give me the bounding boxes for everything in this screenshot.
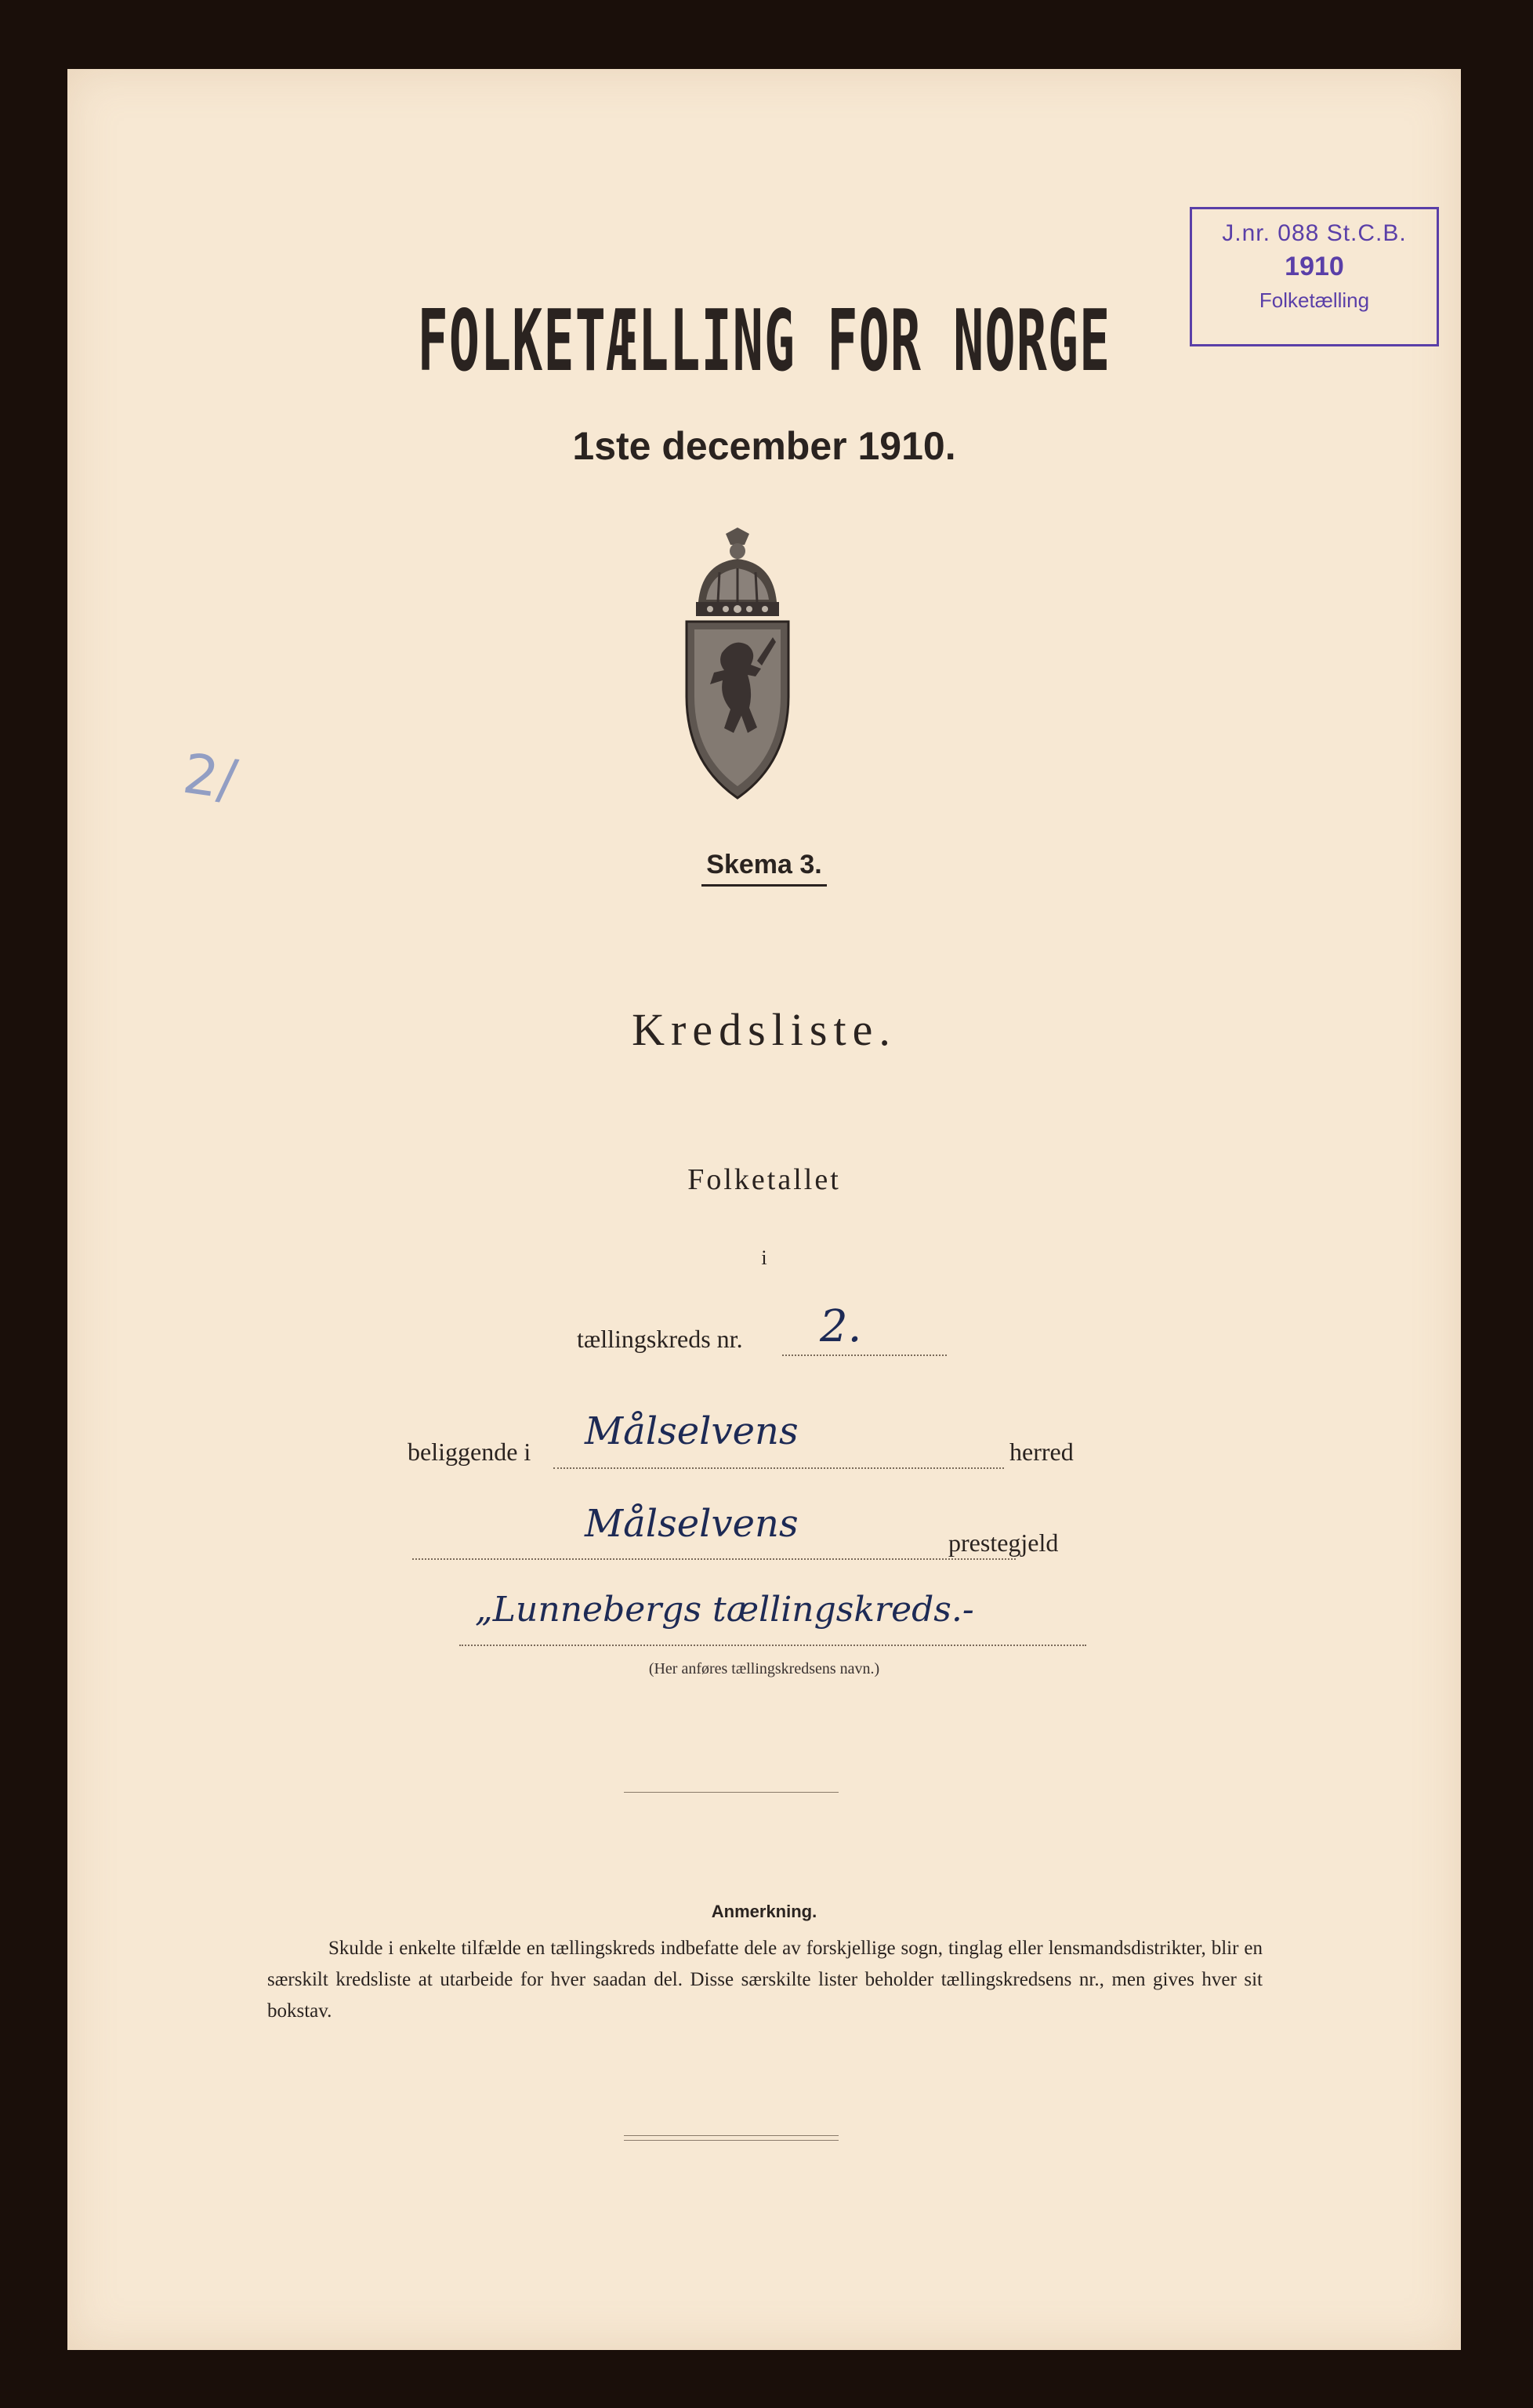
preposition-i: i bbox=[761, 1246, 767, 1269]
footer-divider-top bbox=[624, 2135, 839, 2136]
form-subheading: Folketallet bbox=[687, 1163, 841, 1196]
district-number-label: tællingskreds nr. bbox=[577, 1325, 743, 1353]
prestegjeld-suffix-label: prestegjeld bbox=[948, 1529, 1059, 1557]
district-number-value: 2. bbox=[820, 1301, 862, 1352]
census-form-page bbox=[67, 69, 1461, 2350]
stamp-year: 1910 bbox=[1285, 252, 1344, 281]
stamp-label: Folketælling bbox=[1259, 288, 1370, 312]
schema-number bbox=[67, 850, 1461, 880]
herred-value: Målselvens bbox=[585, 1409, 799, 1453]
schema-label: Skema 3. bbox=[701, 850, 826, 887]
margin-pencil-note: 2/ bbox=[179, 741, 241, 813]
norwegian-coat-of-arms-icon bbox=[679, 528, 796, 802]
district-name-value: „Lunnebergs tællingskreds.- bbox=[475, 1590, 974, 1630]
district-name-field-line bbox=[459, 1645, 1086, 1646]
form-title: FOLKETÆLLING FOR NORGE bbox=[417, 292, 1111, 390]
district-name-caption: (Her anføres tællingskredsens navn.) bbox=[648, 1660, 880, 1677]
district-number-field-line bbox=[782, 1354, 947, 1356]
footer-divider-bottom bbox=[624, 2140, 839, 2141]
prestegjeld-field-line bbox=[412, 1558, 1016, 1560]
archive-stamp bbox=[1190, 207, 1439, 346]
herred-field-line bbox=[553, 1467, 1004, 1469]
census-date: 1ste december 1910. bbox=[572, 424, 956, 468]
remark-heading: Anmerkning. bbox=[711, 1902, 817, 1921]
herred-suffix-label: herred bbox=[1009, 1438, 1074, 1466]
prestegjeld-value: Målselvens bbox=[585, 1502, 799, 1546]
section-divider bbox=[624, 1792, 839, 1793]
located-in-label: beliggende i bbox=[408, 1438, 531, 1466]
stamp-journal-number: J.nr. 088 St.C.B. bbox=[1222, 220, 1407, 246]
form-heading: Kredsliste. bbox=[632, 1004, 897, 1055]
remark-text: Skulde i enkelte tilfælde en tællingskreds indbefatte dele av forskjellige sogn, tinglag eller lensmandsdistrikter, blir en særskilt kredsliste at utarbeide for hver saadan del. Disse særskilte lister beholder tællingskredsens nr., men gives hver sit bokstav. bbox=[267, 1938, 1263, 2022]
